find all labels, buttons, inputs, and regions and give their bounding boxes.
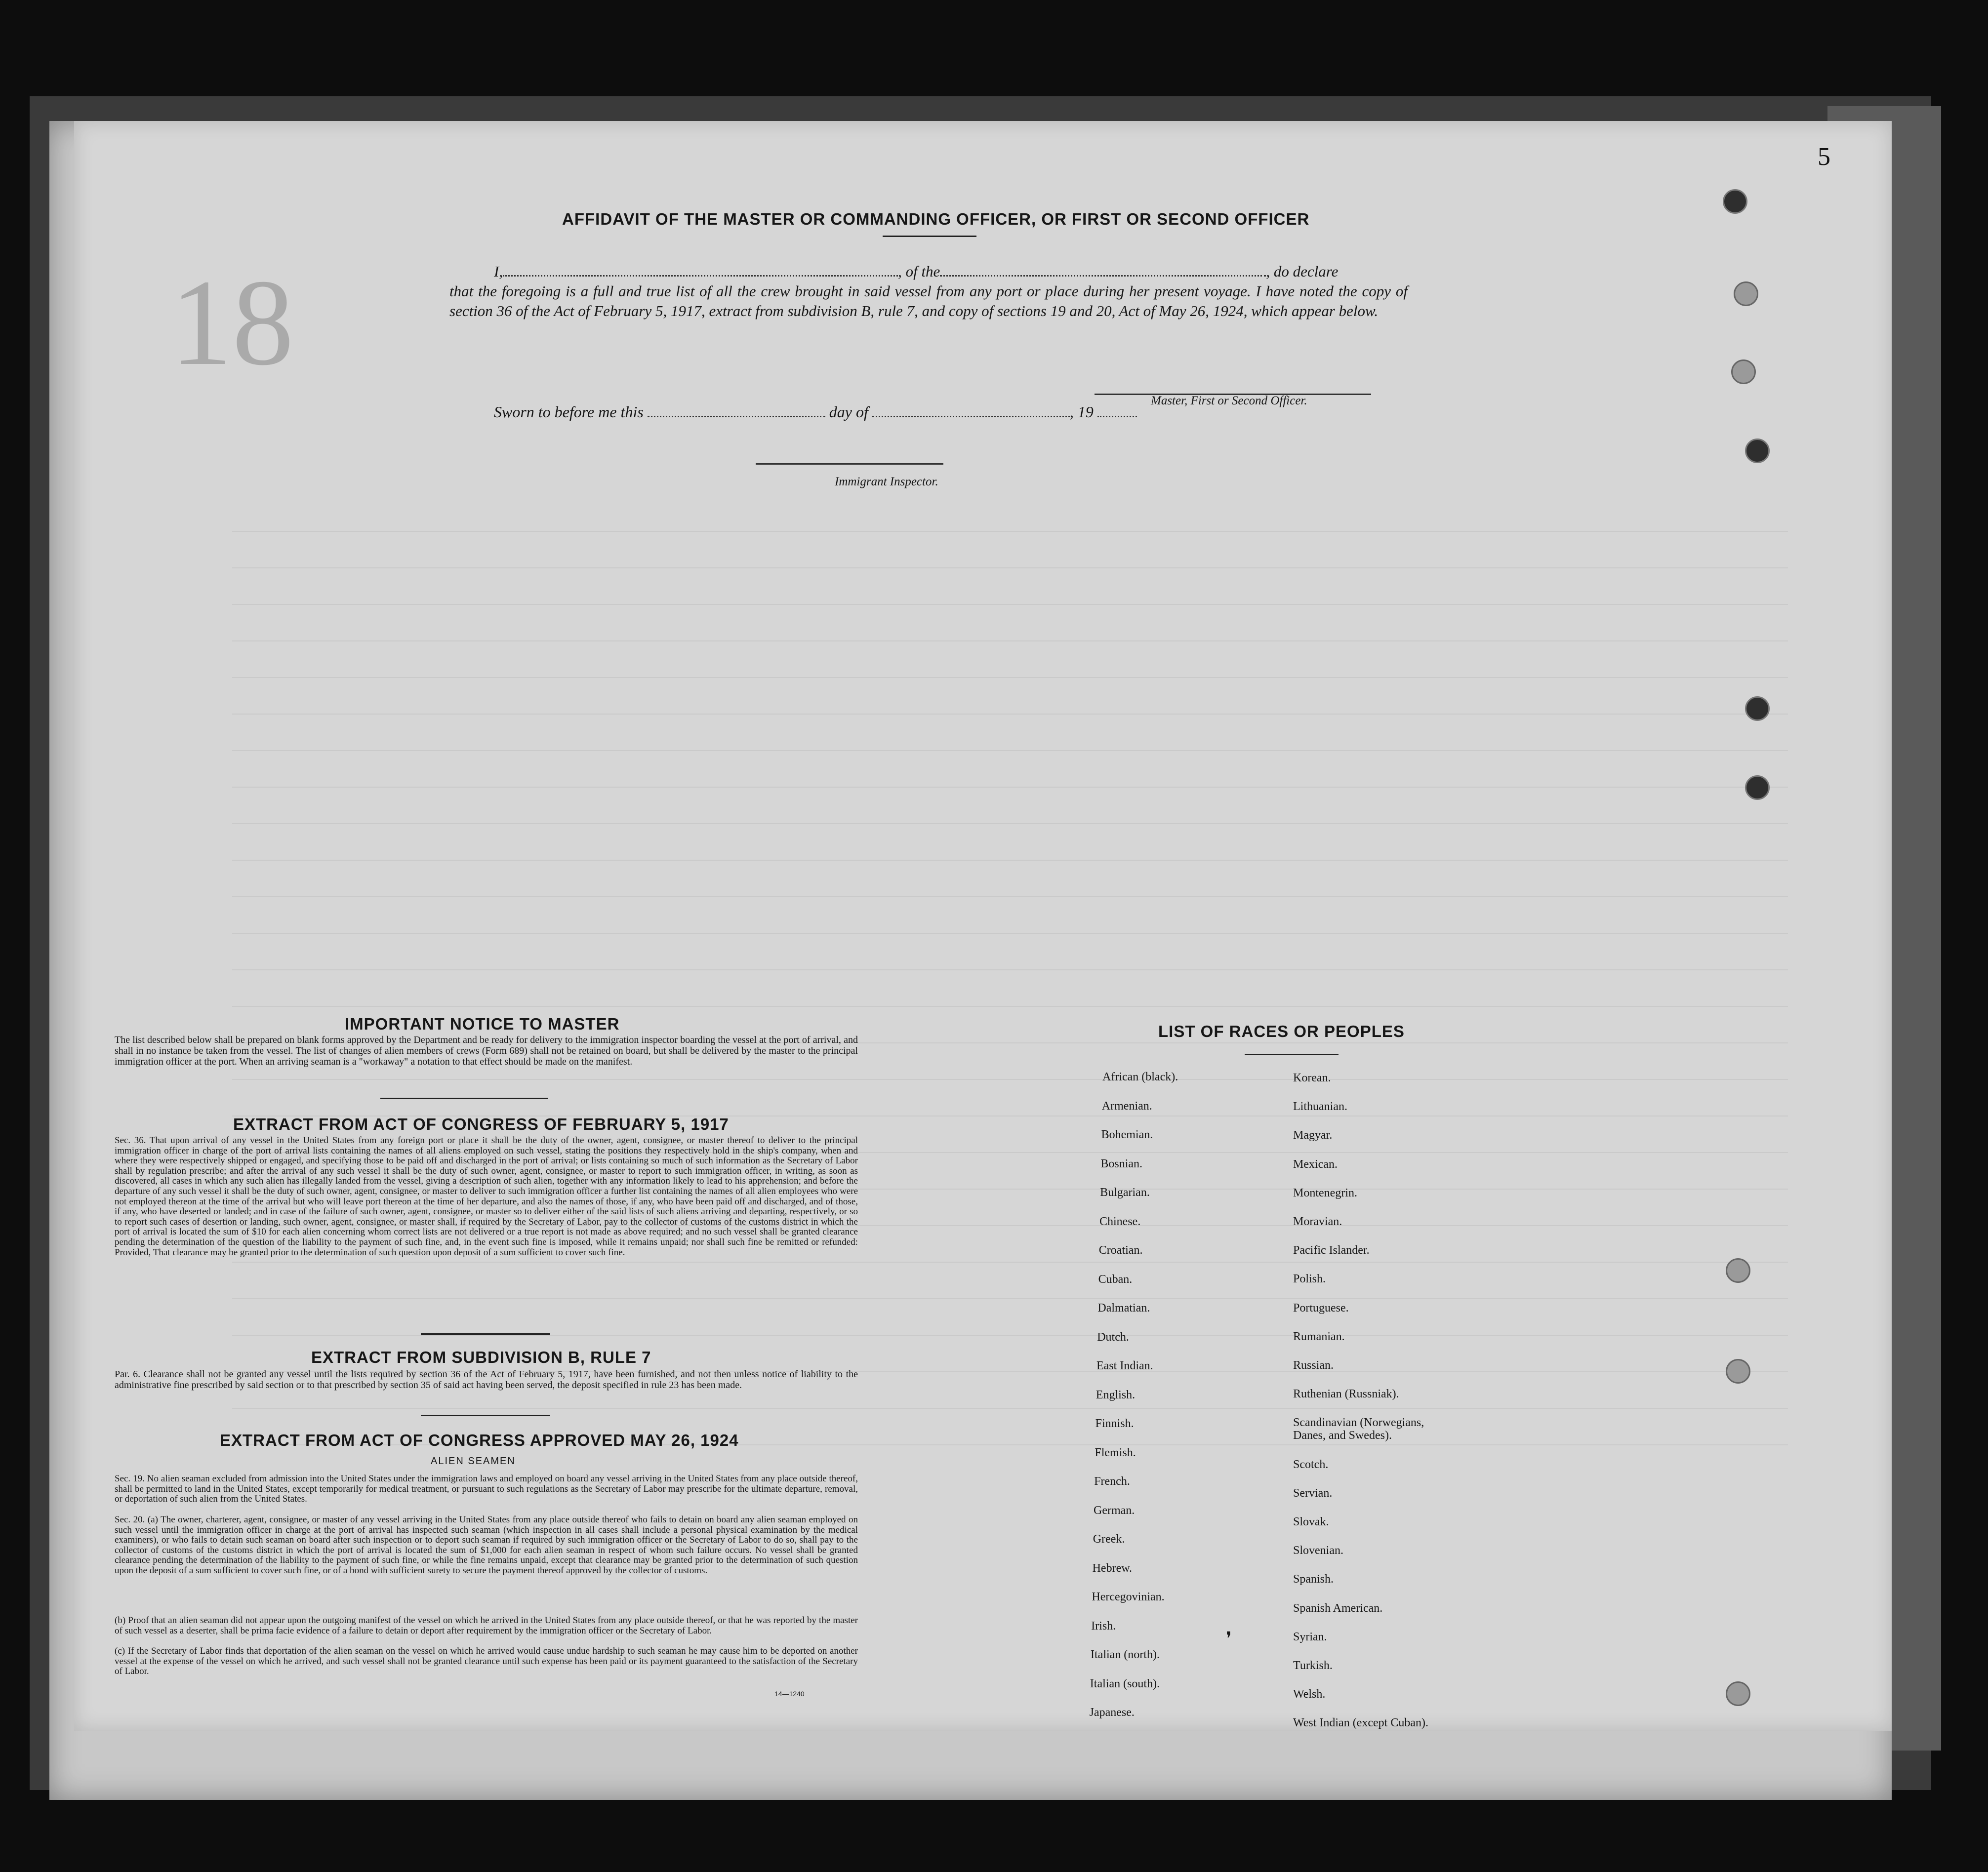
punch-hole <box>1723 189 1747 214</box>
race-item: Dalmatian. <box>1097 1302 1150 1314</box>
race-item: Bohemian. <box>1101 1128 1153 1141</box>
do-declare-label: , do declare <box>1266 263 1339 280</box>
stray-ink-mark: ❜ <box>1226 1629 1232 1648</box>
inspector-signature-line <box>756 463 943 465</box>
race-item: Korean. <box>1293 1072 1331 1084</box>
race-item: Mexican. <box>1293 1157 1338 1171</box>
sworn-prefix: Sworn to before me this <box>494 403 644 421</box>
extract-rule7-rule <box>421 1415 550 1416</box>
race-item: Montenegrin. <box>1293 1186 1357 1199</box>
show-through-row <box>232 621 1788 641</box>
notice-title: IMPORTANT NOTICE TO MASTER <box>345 1015 620 1033</box>
declaration-text: that the foregoing is a full and true list of all the crew brought in said vessel from any port or place during her present voyage. I have noted the copy of section 36 of the Act of February 5, 1917, extract from subdivision B, rule 7, and copy of sections 19 and 20, Act of May 26, 1924, which appear below. <box>449 282 1408 319</box>
race-item: Hebrew. <box>1092 1561 1132 1575</box>
race-item: German. <box>1094 1504 1135 1517</box>
race-item: Japanese. <box>1089 1706 1135 1719</box>
of-the-label: , of the <box>898 263 940 280</box>
race-item: Spanish American. <box>1293 1601 1383 1615</box>
show-through-row <box>232 1315 1788 1336</box>
race-item: Armenian. <box>1101 1099 1152 1113</box>
punch-hole <box>1731 359 1756 384</box>
extract-1924-title: EXTRACT FROM ACT OF CONGRESS APPROVED MAY 26, 1924 <box>220 1431 739 1449</box>
punch-hole <box>1726 1681 1750 1706</box>
punch-hole <box>1745 775 1770 800</box>
extract-1924-subtitle: ALIEN SEAMEN <box>431 1456 516 1467</box>
race-item: Scandinavian (Norwegians, <box>1293 1416 1424 1430</box>
race-item: Cuban. <box>1098 1273 1133 1286</box>
day-blank <box>648 406 825 417</box>
sworn-line <box>494 403 1137 421</box>
race-item: Moravian. <box>1293 1215 1342 1228</box>
form-number: 14—1240 <box>774 1690 805 1698</box>
punch-hole <box>1734 281 1758 306</box>
race-item: Finnish. <box>1095 1417 1134 1430</box>
show-through-row <box>232 913 1788 934</box>
show-through-row <box>232 986 1788 1007</box>
extract-1917-text: Sec. 36. That upon arrival of any vessel in the United States from any foreign port or place it shall be the duty of the owner, agent, consignee, or master thereof to deliver to the principal immigration officer in charge of the port of arrival lists containing the names of all aliens employed on such vessel, stating the positions they respectively hold in the ship's company, when and where they were respectively shipped or engaged, and specifying those to be paid off and discharged in the port of arrival; or lists containing so much of such information as the Secretary of Labor shall by regulation prescribe; and after the arrival of any such vessel it shall be the duty of such owner, agent, consignee, or master to report to such immigration officer, in writing, as soon as discovered, all cases in which any such alien has illegally landed from the vessel, giving a description of such alien, together with any information likely to lead to his apprehension; and before the departure of any such vessel it shall be the duty of such owner, agent, consignee, or master to deliver to such immigration officer a further list containing the names of all alien employees who were not employed thereon at the time of the arrival but who will leave port thereon at the time of her departure, and also the names of those, if any, who have been paid off and discharged, and of those, if any, who have deserted or landed; and in case of the failure of such owner, agent, consignee, or master so to deliver either of the said lists of such aliens arriving and departing, respectively, or so to report such cases of desertion or landing, such owner, agent, consignee, or master shall, if required by the Secretary of Labor, pay to the collector of customs of the customs district in which the port of arrival is located the sum of $10 for each alien concerning whom correct lists are not delivered or a true report is not made as above required; and no such vessel shall be granted clearance pending the determination of the question of the liability to the payment of such fine, and, in the event such fine is imposed, while it remains unpaid; nor shall such fine be remitted or refunded: Provided, That clearance may be granted prior to the determination of such question upon deposit of a sum sufficient to cover such fine. <box>115 1135 858 1258</box>
extract-rule7-text: Par. 6. Clearance shall not be granted any vessel until the lists required by section 36 of the Act of February 5, 1917, have been furnished, and not then unless notice of liability to the administrative fine prescribed by said section or to that prescribed by section 35 of said act having been served, the deposit specified in rule 23 has been made. <box>115 1369 858 1391</box>
punch-hole <box>1745 696 1770 721</box>
year-blank <box>1097 406 1137 417</box>
notice-rule <box>380 1098 548 1099</box>
show-through-row <box>232 1388 1788 1409</box>
extract-1924-sec20c: (c) If the Secretary of Labor finds that deportation of the alien seaman on the vessel on which he arrived would cause undue hardship to such seaman he may cause him to be deported on another vessel at the expense of the vessel on which he arrived, and such vessel shall not be granted clearance until such expense has been paid or its payment guaranteed to the satisfaction of the Secretary of Labor. <box>115 1646 858 1677</box>
notice-text: The list described below shall be prepared on blank forms approved by the Department and be ready for delivery to the immigration inspector boarding the vessel at the port of arrival, and shall in no instance be taken from the vessel. The list of changes of alien members of crews (Form 689) shall not be retained on board, but shall be delivered by the master to the principal immigration officer at the port. When an arriving seaman is a "workaway" a notation to that effect should be made on the manifest. <box>115 1035 858 1067</box>
race-item: Rumanian. <box>1293 1330 1345 1343</box>
show-through-row <box>232 657 1788 678</box>
extract-1924-sec19: Sec. 19. No alien seaman excluded from admission into the United States under the immigration laws and employed on board any vessel arriving in the United States from any place outside thereof, shall be permitted to land in the United States, except temporarily for medical treatment, or pursuant to such regulations as the Secretary of Labor may prescribe for the ultimate departure, removal, or deportation of such alien from the United States. <box>115 1474 858 1505</box>
race-item: Spanish. <box>1293 1573 1334 1586</box>
races-title: LIST OF RACES OR PEOPLES <box>1158 1022 1405 1040</box>
race-item: Syrian. <box>1293 1630 1327 1643</box>
punch-hole <box>1745 438 1770 463</box>
race-item: Bosnian. <box>1100 1157 1143 1170</box>
show-through-row <box>232 548 1788 568</box>
extract-1917-title: EXTRACT FROM ACT OF CONGRESS OF FEBRUARY 5, 1917 <box>233 1115 729 1133</box>
race-item: Dutch. <box>1097 1330 1129 1344</box>
race-item: East Indian. <box>1096 1359 1153 1372</box>
race-item: Greek. <box>1093 1533 1125 1546</box>
race-item: Bulgarian. <box>1100 1186 1150 1199</box>
race-item: Portuguese. <box>1293 1301 1349 1314</box>
race-item: Pacific Islander. <box>1293 1244 1370 1257</box>
i-label: I, <box>494 263 503 280</box>
master-signature-label: Master, First or Second Officer. <box>1151 394 1307 407</box>
race-item: Slovak. <box>1293 1515 1329 1528</box>
show-through-page-number: 18 <box>170 254 294 391</box>
vessel-blank <box>940 265 1266 277</box>
punch-hole <box>1726 1258 1750 1283</box>
race-item: English. <box>1095 1388 1136 1401</box>
race-item: Italian (north). <box>1091 1648 1160 1661</box>
race-item: Welsh. <box>1293 1688 1326 1701</box>
corner-handwritten-mark: 5 <box>1818 143 1830 171</box>
show-through-row <box>232 694 1788 715</box>
race-item: Lithuanian. <box>1293 1100 1347 1114</box>
race-item: Turkish. <box>1293 1659 1333 1672</box>
month-blank <box>872 406 1070 417</box>
race-item: Scotch. <box>1293 1458 1329 1471</box>
day-of-label: day of <box>829 403 868 421</box>
race-item: French. <box>1094 1475 1130 1488</box>
races-rule <box>1245 1054 1339 1055</box>
extract-rule7-title: EXTRACT FROM SUBDIVISION B, RULE 7 <box>311 1348 651 1366</box>
show-through-row <box>232 730 1788 751</box>
show-through-row <box>232 950 1788 970</box>
race-item: Magyar. <box>1293 1129 1333 1142</box>
extract-1924-sec20b: (b) Proof that an alien seaman did not appear upon the outgoing manifest of the vessel on which he arrived in the United States from any place outside thereof, or that he was reported by the master of such vessel as a deserter, shall be prima facie evidence of a failure to detain or deport after requirement by the immigration officer or the Secretary of Labor. <box>115 1615 858 1636</box>
race-item: Polish. <box>1293 1273 1326 1286</box>
show-through-row <box>232 876 1788 897</box>
race-item: Ruthenian (Russniak). <box>1293 1388 1399 1401</box>
punch-hole <box>1726 1359 1750 1384</box>
race-item: Flemish. <box>1095 1446 1136 1459</box>
race-item: Chinese. <box>1099 1215 1141 1228</box>
affidavit-title: AFFIDAVIT OF THE MASTER OR COMMANDING OFFICER, OR FIRST OR SECOND OFFICER <box>562 210 1310 228</box>
extract-1924-sec20a: Sec. 20. (a) The owner, charterer, agent, consignee, or master of any vessel arriving in the United States from any place outside thereof who fails to detain on board any alien seaman employed on such vessel until the immigration officer in charge at the port of arrival has inspected such seaman (which inspection in all cases shall include a personal physical examination by the medical examiners), or who fails to detain such seaman on board after such inspection or to deport such seaman if required by such immigration officer or the Secretary of Labor to do so, shall pay to the collector of customs of the customs district in which the port of arrival is located the sum of $1,000 for each alien seaman in respect of whom such failure occurs. No vessel shall be granted clearance pending the determination of the liability to the payment of such fine, or while the fine remains unpaid, except that clearance may be granted prior to the determination of such question upon the deposit of a sum sufficient to cover such fine, or of a bond with sufficient surety to secure the payment thereof approved by the collector of customs. <box>115 1514 858 1576</box>
race-item: African (black). <box>1102 1071 1178 1083</box>
show-through-row <box>232 803 1788 824</box>
race-item: Danes, and Swedes). <box>1293 1429 1392 1442</box>
inspector-label: Immigrant Inspector. <box>835 475 938 488</box>
race-item: Hercegovinian. <box>1092 1591 1165 1603</box>
declaration-first-line <box>449 262 1408 281</box>
show-through-row <box>232 767 1788 788</box>
show-through-row <box>232 840 1788 861</box>
title-rule <box>883 236 976 237</box>
year-prefix: , 19 <box>1069 403 1094 421</box>
show-through-row <box>232 511 1788 532</box>
race-item: Servian. <box>1293 1486 1333 1500</box>
race-item: Croatian. <box>1098 1244 1143 1257</box>
race-item: Italian (south). <box>1090 1677 1160 1690</box>
name-blank <box>503 265 898 277</box>
race-item: Irish. <box>1091 1619 1116 1633</box>
declaration-block <box>449 262 1408 321</box>
show-through-row <box>232 1278 1788 1299</box>
race-item: Russian. <box>1293 1359 1334 1372</box>
extract-1917-rule <box>421 1333 550 1335</box>
show-through-row <box>232 584 1788 605</box>
race-item: Slovenian. <box>1293 1544 1343 1557</box>
race-item: West Indian (except Cuban). <box>1293 1716 1428 1730</box>
